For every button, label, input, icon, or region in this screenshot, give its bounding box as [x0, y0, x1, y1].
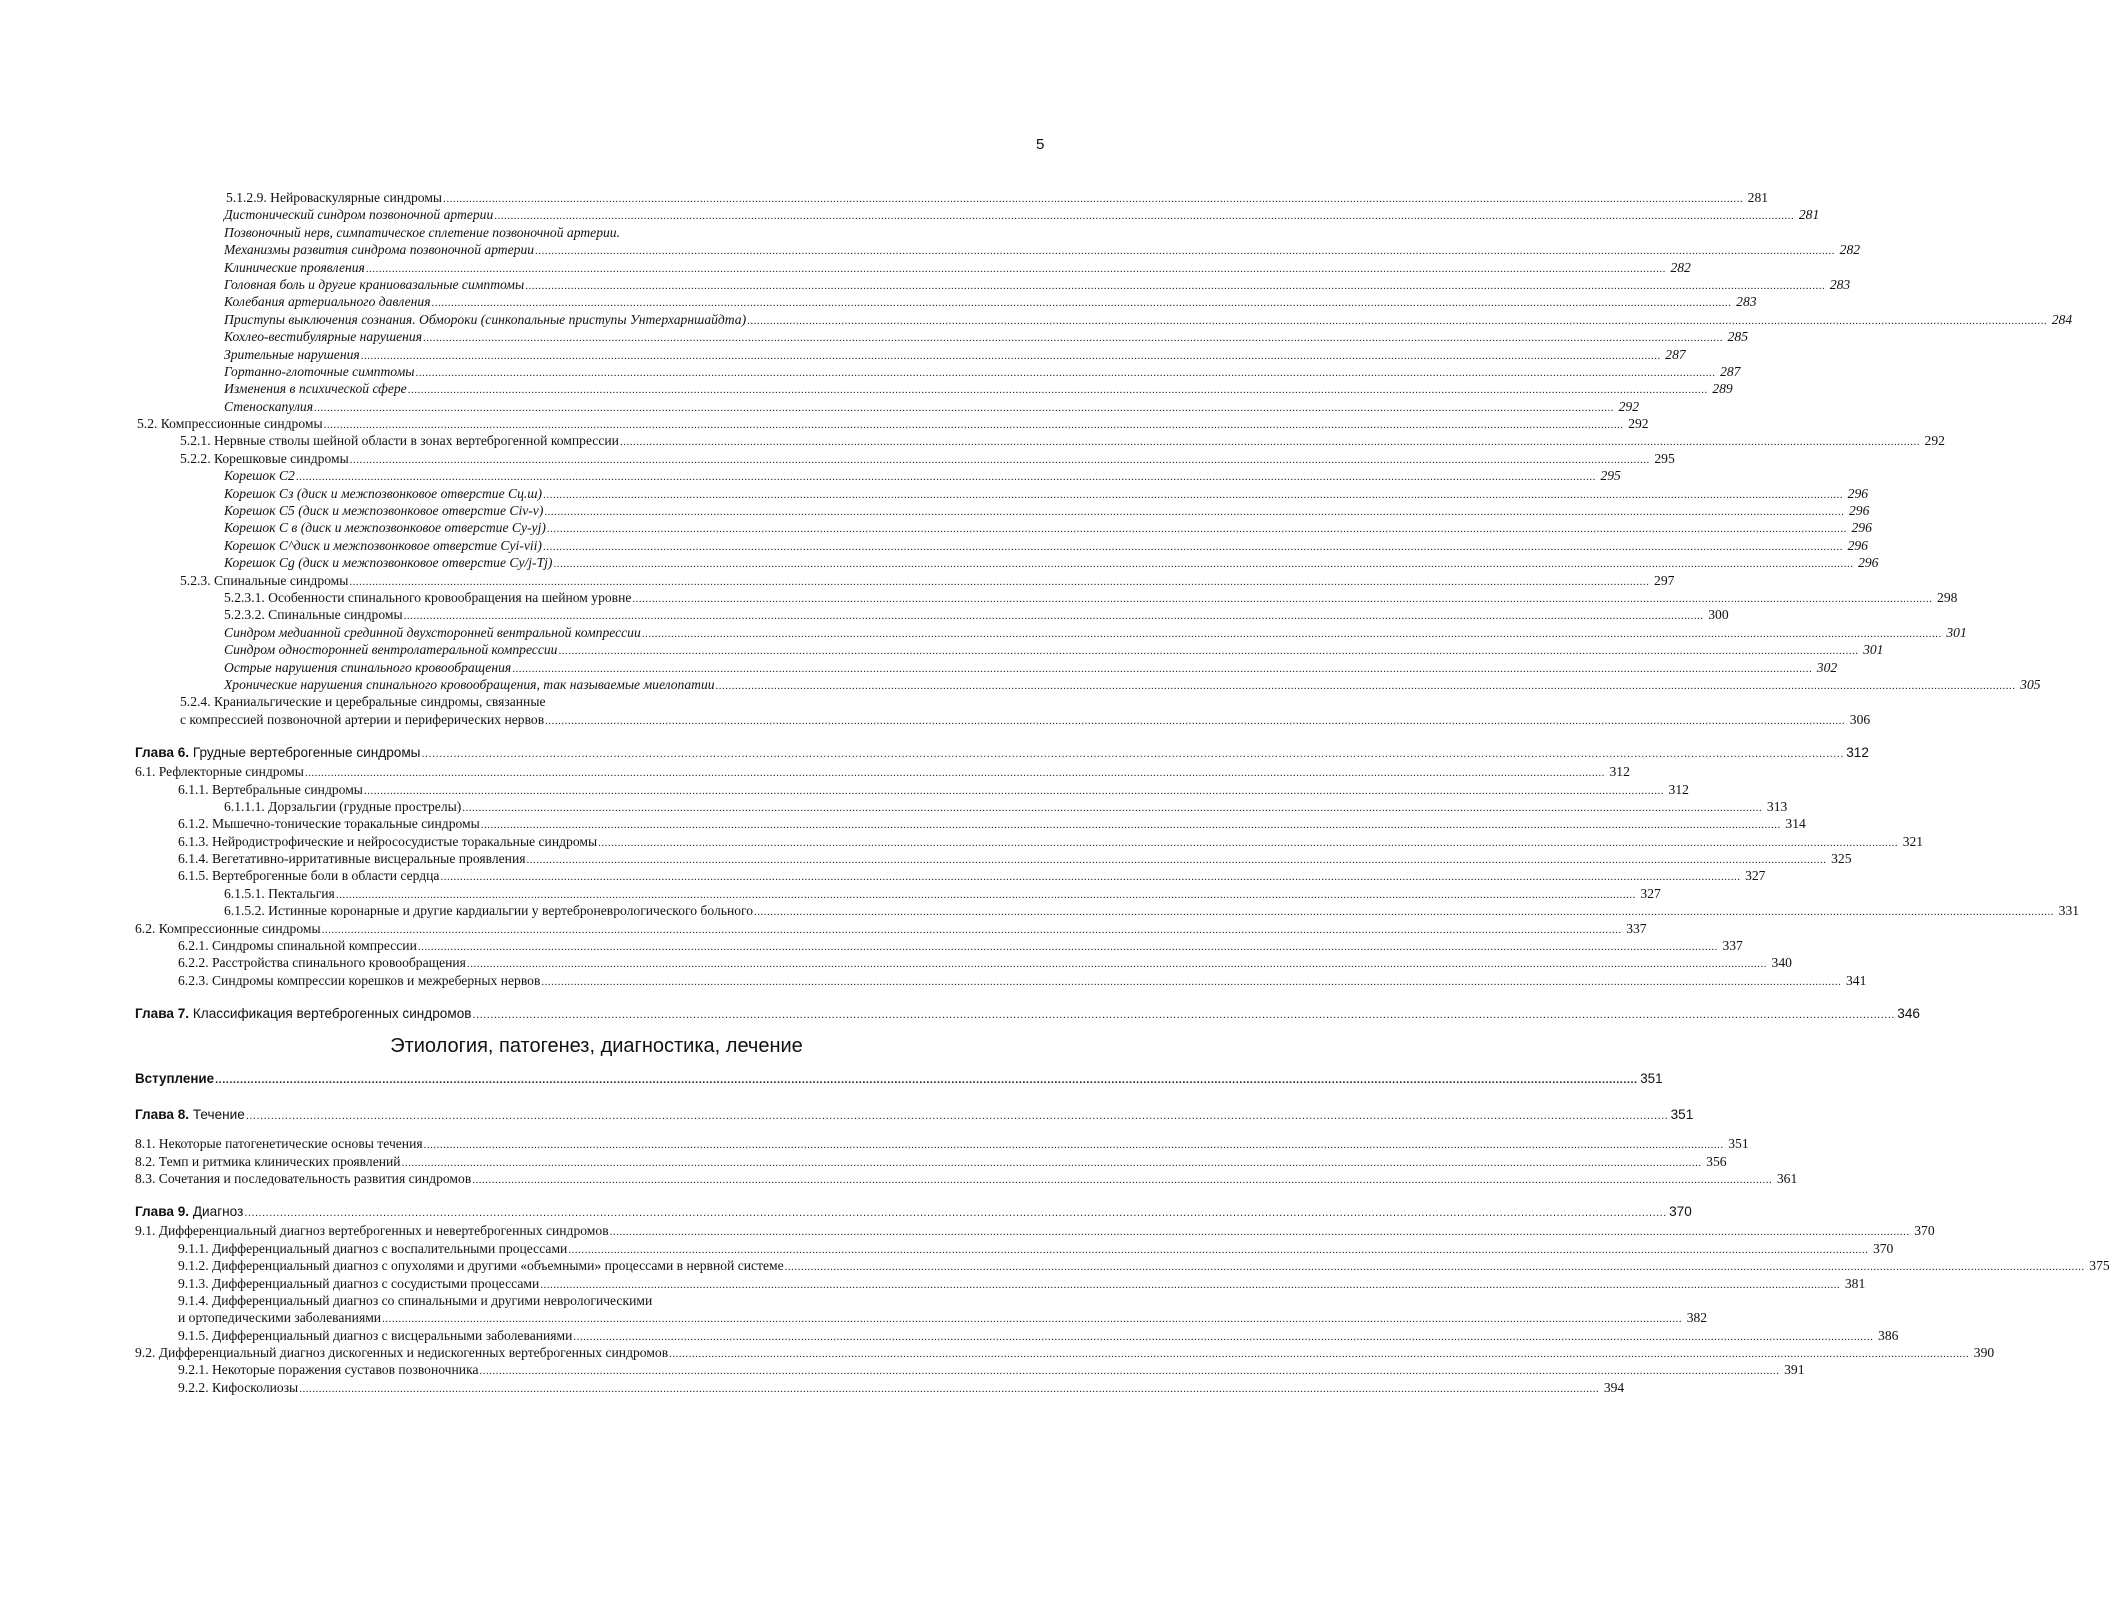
toc-entry	[0, 606, 1729, 623]
toc-chapter-entry	[0, 1003, 1920, 1024]
toc-entry	[0, 1240, 1894, 1257]
toc-page-number: 306	[1849, 711, 1871, 727]
toc-page-number: 289	[1712, 381, 1733, 397]
toc-entry-title	[135, 1003, 472, 1024]
toc-entry	[0, 1257, 2110, 1274]
toc-page-number: 382	[1686, 1310, 1708, 1326]
toc-entry-title	[135, 1104, 245, 1125]
toc-entry-title: 6.1.3. Нейродистрофические и нейрососудистые торакальные синдромы	[178, 833, 598, 849]
toc-entry-title: 6.1.5. Вертеброгенные боли в области сердца	[178, 868, 440, 884]
toc-entry	[0, 276, 1851, 293]
toc-entry	[0, 711, 1871, 728]
toc-entry-title: 6.1. Рефлекторные синдромы	[135, 764, 304, 780]
toc-entry-title: Изменения в психической сфере	[224, 381, 407, 397]
toc-page-number: 296	[1858, 555, 1879, 571]
toc-entry	[0, 572, 1675, 589]
toc-entry	[0, 781, 1689, 798]
dot-leader: ................................................................................................................................................................................................................................................................................................................................................................................................................	[512, 662, 1813, 675]
toc-entry-title: 6.2.3. Синдромы компрессии корешков и межреберных нервов	[178, 972, 541, 988]
toc-entry-title: 6.2.2. Расстройства спинального кровообращения	[178, 955, 466, 971]
dot-leader: ................................................................................................................................................................................................................................................................................................................................................................................................................	[573, 1330, 1874, 1343]
toc-page-number: 301	[1946, 624, 1967, 640]
toc-entry	[0, 1379, 1625, 1396]
dot-leader: ................................................................................................................................................................................................................................................................................................................................................................................................................	[363, 784, 1664, 797]
toc-page-number: 292	[1628, 416, 1649, 432]
toc-page-number: 321	[1902, 833, 1924, 849]
dot-leader: ................................................................................................................................................................................................................................................................................................................................................................................................................	[545, 714, 1846, 727]
spacer	[0, 989, 1133, 1003]
toc-page-number: 296	[1847, 537, 1868, 553]
toc-page-number: 282	[1839, 242, 1861, 258]
dot-leader: ................................................................................................................................................................................................................................................................................................................................................................................................................	[543, 488, 1844, 501]
toc-entry-title: 9.1.1. Дифференциальный диагноз с воспалительными процессами	[178, 1240, 568, 1256]
toc-entry-title: 5.2.3. Спинальные синдромы	[180, 572, 349, 588]
toc-page-number: 351	[1670, 1107, 1694, 1123]
dot-leader: ................................................................................................................................................................................................................................................................................................................................................................................................................	[314, 401, 1615, 414]
toc-entry-title: Вступление	[135, 1071, 215, 1087]
toc-page-number: 370	[1872, 1240, 1894, 1256]
dot-leader: ................................................................................................................................................................................................................................................................................................................................................................................................................	[417, 941, 1718, 954]
toc-entry-title: 9.1.3. Дифференциальный диагноз с сосудистыми процессами	[178, 1275, 540, 1291]
toc-entry-title	[135, 1201, 243, 1222]
toc-entry	[0, 867, 1766, 884]
toc-page-number: 390	[1973, 1345, 1995, 1361]
toc-page-number: 346	[1897, 1006, 1920, 1022]
dot-leader: ................................................................................................................................................................................................................................................................................................................................................................................................................	[472, 1009, 1895, 1022]
dot-leader: ................................................................................................................................................................................................................................................................................................................................................................................................................	[462, 801, 1763, 814]
toc-entry	[0, 972, 1867, 989]
toc-entry	[0, 885, 1661, 902]
dot-leader: ................................................................................................................................................................................................................................................................................................................................................................................................................	[558, 645, 1859, 658]
toc-entry-title: 5.2.2. Корешковые синдромы	[180, 450, 349, 466]
toc-page-number: 327	[1640, 885, 1661, 901]
dot-leader: ................................................................................................................................................................................................................................................................................................................................................................................................................	[526, 854, 1827, 867]
toc-entry	[0, 1068, 1663, 1090]
toc-entry-title: Клинические проявления	[224, 259, 365, 275]
dot-leader: ................................................................................................................................................................................................................................................................................................................................................................................................................	[609, 1226, 1910, 1239]
dot-leader: ................................................................................................................................................................................................................................................................................................................................................................................................................	[295, 471, 1596, 484]
dot-leader: ................................................................................................................................................................................................................................................................................................................................................................................................................	[542, 540, 1843, 553]
toc-entry	[0, 241, 1861, 258]
toc-entry	[0, 189, 1769, 206]
toc-entry-title: Корешок С^диск и межпозвонковое отверстие Cyi-vii)	[224, 537, 542, 553]
dot-leader: ................................................................................................................................................................................................................................................................................................................................................................................................................	[546, 523, 1847, 536]
toc-entry-title: Приступы выключения сознания. Обмороки (синкопальные приступы Унтерхарншайдта)	[224, 311, 747, 327]
toc-entry-title: 6.1.2. Мышечно-тонические торакальные синдромы	[178, 816, 480, 832]
toc-entry-title: Хронические нарушения спинального кровообращения, так называемые миелопатии	[224, 676, 715, 692]
toc-entry	[0, 502, 1870, 519]
toc-entry	[0, 346, 1686, 363]
dot-leader: ................................................................................................................................................................................................................................................................................................................................................................................................................	[365, 262, 1666, 275]
toc-entry	[0, 328, 1749, 345]
toc-entry-title: 9.1. Дифференциальный диагноз вертеброгенных и невертеброгенных синдромов	[135, 1223, 609, 1239]
toc-page-number: 296	[1848, 503, 1870, 519]
dot-leader: ................................................................................................................................................................................................................................................................................................................................................................................................................	[423, 332, 1724, 345]
dot-leader: ................................................................................................................................................................................................................................................................................................................................................................................................................	[472, 1173, 1773, 1186]
dot-leader: ................................................................................................................................................................................................................................................................................................................................................................................................................	[215, 1074, 1638, 1087]
dot-leader: ................................................................................................................................................................................................................................................................................................................................................................................................................	[619, 436, 1920, 449]
dot-leader: ................................................................................................................................................................................................................................................................................................................................................................................................................	[299, 1382, 1600, 1395]
toc-page-number: 302	[1816, 659, 1838, 675]
dot-leader: ................................................................................................................................................................................................................................................................................................................................................................................................................	[415, 366, 1716, 379]
toc-entry	[0, 1309, 1708, 1326]
toc-entry	[0, 485, 1869, 502]
toc-entry-title: 6.2.1. Синдромы спинальной компрессии	[178, 938, 417, 954]
toc-entry-title: Корешок Сз (диск и межпозвонковое отверстие Сц.ш)	[224, 485, 543, 501]
toc-chapter-entry	[0, 1201, 1692, 1222]
dot-leader: ................................................................................................................................................................................................................................................................................................................................................................................................................	[403, 610, 1704, 623]
toc-page-number: 296	[1847, 485, 1869, 501]
toc-page-number: 370	[1669, 1204, 1692, 1220]
toc-entry-title: Корешок С в (диск и межпозвонковое отверстие Cy-yj)	[224, 520, 546, 536]
toc-page-number: 312	[1846, 745, 1869, 761]
dot-leader: ................................................................................................................................................................................................................................................................................................................................................................................................................	[440, 871, 1741, 884]
toc-page-number: 312	[1668, 781, 1689, 797]
toc-page-number: 283	[1736, 294, 1757, 310]
chapter-label: Глава 7.	[135, 1006, 190, 1022]
dot-leader: ................................................................................................................................................................................................................................................................................................................................................................................................................	[360, 349, 1661, 362]
toc-page-number: 301	[1863, 642, 1884, 658]
chapter-title: Течение	[189, 1107, 245, 1123]
dot-leader: ................................................................................................................................................................................................................................................................................................................................................................................................................	[466, 958, 1767, 971]
dot-leader: ................................................................................................................................................................................................................................................................................................................................................................................................................	[494, 210, 1795, 223]
toc-entry-title: 9.2. Дифференциальный диагноз дискогенных и недискогенных вертеброгенных синдромов	[135, 1345, 669, 1361]
toc-entry	[0, 798, 1788, 815]
toc-entry	[0, 1275, 1866, 1292]
toc-entry	[0, 1153, 1727, 1170]
toc-page-number: 313	[1766, 798, 1788, 814]
toc-entry-title: Стеноскапулия	[224, 398, 314, 414]
toc-entry	[0, 589, 1958, 606]
toc-entry	[0, 815, 1806, 832]
toc-entry	[0, 293, 1757, 310]
toc-entry-title: 8.1. Некоторые патогенетические основы течения	[135, 1136, 423, 1152]
dot-leader: ................................................................................................................................................................................................................................................................................................................................................................................................................	[335, 888, 1636, 901]
toc-page-number: 327	[1745, 868, 1766, 884]
toc-entry	[0, 676, 2041, 693]
toc-entry-title: Синдром односторонней вентролатеральной компрессии	[224, 642, 558, 658]
dot-leader: ................................................................................................................................................................................................................................................................................................................................................................................................................	[244, 1207, 1667, 1220]
toc-entry-title: 9.2.2. Кифосколиозы	[178, 1379, 299, 1395]
toc-entry	[0, 937, 1743, 954]
toc-page-number: 312	[1609, 764, 1630, 780]
toc-entry-title: 5.2.1. Нервные стволы шейной области в зонах вертеброгенной компрессии	[180, 433, 619, 449]
section-heading: Этиология, патогенез, диагностика, лечение	[390, 1035, 803, 1058]
toc-entry-title: 5.2.4. Краниальгические и церебральные синдромы, связанные	[180, 694, 546, 710]
toc-entry	[0, 311, 2073, 328]
dot-leader: ................................................................................................................................................................................................................................................................................................................................................................................................................	[669, 1348, 1970, 1361]
toc-page-number: 386	[1878, 1327, 1899, 1343]
toc-page-number: 375	[2089, 1258, 2110, 1274]
dot-leader: ................................................................................................................................................................................................................................................................................................................................................................................................................	[431, 297, 1732, 310]
toc-entry	[0, 363, 1741, 380]
toc-entry	[0, 693, 1046, 710]
toc-entry-title: 5.2. Компрессионные синдромы	[137, 416, 323, 432]
toc-entry-title: Зрительные нарушения	[224, 346, 360, 362]
dot-leader: ................................................................................................................................................................................................................................................................................................................................................................................................................	[541, 975, 1842, 988]
toc-entry	[0, 259, 1691, 276]
toc-entry-title: Колебания артериального давления	[224, 294, 431, 310]
toc-entry-title: Корешок Cg (диск и межпозвонковое отверстие Cy/j-Tj)	[224, 555, 553, 571]
toc-entry	[0, 1222, 1935, 1239]
dot-leader: ................................................................................................................................................................................................................................................................................................................................................................................................................	[754, 906, 2055, 919]
dot-leader: ................................................................................................................................................................................................................................................................................................................................................................................................................	[382, 1313, 1683, 1326]
dot-leader: ................................................................................................................................................................................................................................................................................................................................................................................................................	[479, 1365, 1780, 1378]
dot-leader: ................................................................................................................................................................................................................................................................................................................................................................................................................	[423, 1139, 1724, 1152]
toc-entry-title: Гортанно-глоточные симптомы	[224, 363, 415, 379]
toc-page-number: 337	[1626, 920, 1647, 936]
dot-leader: ................................................................................................................................................................................................................................................................................................................................................................................................................	[401, 1156, 1702, 1169]
toc-entry	[0, 415, 1649, 432]
toc-entry	[0, 902, 2080, 919]
spacer	[0, 1187, 1133, 1201]
toc-entry-title: Головная боль и другие краниовазальные симптомы	[224, 276, 525, 292]
toc-entry	[0, 833, 1924, 850]
toc-entry	[0, 624, 1967, 641]
dot-leader: ................................................................................................................................................................................................................................................................................................................................................................................................................	[715, 679, 2016, 692]
toc-page-number: 282	[1670, 259, 1691, 275]
toc-page-number: 295	[1654, 450, 1675, 466]
chapter-title: Диагноз	[189, 1204, 244, 1220]
dot-leader: ................................................................................................................................................................................................................................................................................................................................................................................................................	[540, 1278, 1841, 1291]
page-number: 5	[1036, 136, 1045, 153]
dot-leader: ................................................................................................................................................................................................................................................................................................................................................................................................................	[480, 819, 1781, 832]
toc-entry	[0, 1344, 1995, 1361]
dot-leader: ................................................................................................................................................................................................................................................................................................................................................................................................................	[321, 923, 1622, 936]
toc-chapter-entry	[0, 1104, 1694, 1125]
dot-leader: ................................................................................................................................................................................................................................................................................................................................................................................................................	[245, 1110, 1669, 1123]
toc-entry-title: и ортопедическими заболеваниями	[178, 1310, 382, 1326]
toc-page-number: 296	[1851, 520, 1872, 536]
toc-entry	[0, 659, 1838, 676]
toc-entry	[0, 641, 1884, 658]
toc-entry-title: 9.2.1. Некоторые поражения суставов позвоночника	[178, 1362, 479, 1378]
toc-entry-title: 5.2.3.1. Особенности спинального кровообращения на шейном уровне	[224, 589, 632, 605]
toc-page-number: 297	[1654, 572, 1675, 588]
toc-page-number: 281	[1798, 207, 1820, 223]
toc-entry-title: с компрессией позвоночной артерии и периферических нервов	[180, 711, 545, 727]
toc-page-number: 292	[1924, 433, 1945, 449]
toc-entry-title: 9.1.5. Дифференциальный диагноз с висцеральными заболеваниями	[178, 1327, 573, 1343]
toc-page-number: 361	[1776, 1170, 1798, 1186]
toc-entry-title: 9.1.4. Дифференциальный диагноз со спинальными и другими неврологическими	[178, 1292, 653, 1308]
dot-leader: ................................................................................................................................................................................................................................................................................................................................................................................................................	[641, 627, 1942, 640]
toc-page-number: 287	[1665, 346, 1686, 362]
toc-page-number: 381	[1844, 1275, 1866, 1291]
toc-entry	[0, 850, 1852, 867]
dot-leader: ................................................................................................................................................................................................................................................................................................................................................................................................................	[323, 419, 1624, 432]
toc-entry	[0, 450, 1675, 467]
toc-entry	[0, 432, 1945, 449]
toc-entry-title: 6.1.4. Вегетативно-ирритативные висцеральные проявления	[178, 851, 526, 867]
dot-leader: ................................................................................................................................................................................................................................................................................................................................................................................................................	[421, 748, 1844, 761]
dot-leader: ................................................................................................................................................................................................................................................................................................................................................................................................................	[544, 506, 1845, 519]
toc-entry-title: 6.1.1.1. Дорзальгии (грудные прострелы)	[224, 798, 462, 814]
toc-entry-title: Острые нарушения спинального кровообращения	[224, 659, 512, 675]
dot-leader: ................................................................................................................................................................................................................................................................................................................................................................................................................	[304, 767, 1605, 780]
toc-entry-title: 8.2. Темп и ритмика клинических проявлений	[135, 1153, 401, 1169]
dot-leader: ................................................................................................................................................................................................................................................................................................................................................................................................................	[443, 193, 1744, 205]
toc-page-number: 391	[1784, 1362, 1805, 1378]
dot-leader: ................................................................................................................................................................................................................................................................................................................................................................................................................	[632, 592, 1933, 605]
toc-entry-title: Корешок С2	[224, 468, 295, 484]
dot-leader: ................................................................................................................................................................................................................................................................................................................................................................................................................	[568, 1243, 1869, 1256]
toc-entry	[0, 380, 1733, 397]
toc-entry-title: 5.2.3.2. Спинальные синдромы	[224, 607, 403, 623]
toc-page-number: 314	[1785, 816, 1806, 832]
toc-entry	[0, 1327, 1899, 1344]
toc-page-number: 370	[1914, 1223, 1935, 1239]
toc-entry	[0, 1135, 1749, 1152]
dot-leader: ................................................................................................................................................................................................................................................................................................................................................................................................................	[553, 558, 1854, 571]
dot-leader: ................................................................................................................................................................................................................................................................................................................................................................................................................	[784, 1261, 2085, 1274]
dot-leader: ................................................................................................................................................................................................................................................................................................................................................................................................................	[407, 384, 1708, 397]
toc-entry-title: 6.1.5.2. Истинные коронарные и другие кардиальгии у вертеброневрологического больного	[224, 903, 754, 919]
toc-entry-title: Корешок С5 (диск и межпозвонковое отверстие Civ-v)	[224, 503, 544, 519]
toc-entry-title: 8.3. Сочетания и последовательность развития синдромов	[135, 1170, 472, 1186]
toc-entry-title: Позвоночный нерв, симпатическое сплетение позвоночной артерии.	[224, 224, 620, 240]
toc-entry	[0, 954, 1792, 971]
toc-chapter-entry	[0, 742, 1869, 763]
toc-page-number: 340	[1771, 955, 1792, 971]
toc-page-number: 300	[1708, 607, 1729, 623]
toc-entry	[0, 763, 1630, 780]
toc-entry	[0, 398, 1640, 415]
toc-page-number: 351	[1728, 1136, 1749, 1152]
toc-entry	[0, 1292, 1046, 1309]
toc-page-number: 331	[2058, 903, 2080, 919]
dot-leader: ................................................................................................................................................................................................................................................................................................................................................................................................................	[598, 836, 1899, 849]
toc-entry-title: 6.1.5.1. Пектальгия	[224, 885, 335, 901]
chapter-label: Глава 6.	[135, 745, 190, 761]
dot-leader: ................................................................................................................................................................................................................................................................................................................................................................................................................	[535, 245, 1836, 258]
chapter-label: Глава 9.	[135, 1204, 190, 1220]
toc-page-number: 281	[1747, 190, 1769, 205]
toc-entry	[0, 206, 1820, 223]
toc-page-number: 283	[1829, 276, 1851, 292]
toc-entry-title: 9.1.2. Дифференциальный диагноз с опухолями и другими «объемными» процессами в нервной системе	[178, 1258, 784, 1274]
spacer	[0, 728, 1133, 742]
toc-entry	[0, 920, 1647, 937]
toc-page-number: 325	[1831, 851, 1852, 867]
toc-page-number: 337	[1722, 938, 1743, 954]
toc-entry-title: 6.2. Компрессионные синдромы	[135, 920, 321, 936]
toc-entry-title: Кохлео-вестибулярные нарушения	[224, 329, 423, 345]
toc-page-number: 341	[1846, 972, 1867, 988]
chapter-title: Грудные вертеброгенные синдромы	[189, 745, 421, 761]
dot-leader: ................................................................................................................................................................................................................................................................................................................................................................................................................	[747, 314, 2048, 327]
dot-leader: ................................................................................................................................................................................................................................................................................................................................................................................................................	[525, 279, 1826, 292]
toc-entry	[0, 1170, 1798, 1187]
toc-page-number: 394	[1603, 1379, 1625, 1395]
dot-leader: ................................................................................................................................................................................................................................................................................................................................................................................................................	[349, 575, 1650, 588]
toc-page-number: 292	[1618, 398, 1640, 414]
toc-entry-title	[135, 742, 420, 763]
toc-page-number: 287	[1720, 363, 1741, 379]
table-of-contents	[0, 189, 2110, 1396]
toc-entry	[0, 467, 1621, 484]
chapter-label: Глава 8.	[135, 1107, 190, 1123]
toc-entry	[0, 519, 1872, 536]
spacer	[0, 1090, 1133, 1104]
toc-page-number: 351	[1640, 1071, 1663, 1087]
toc-entry	[0, 224, 1046, 241]
toc-entry-title: Дистонический синдром позвоночной артерии	[224, 207, 494, 223]
toc-page-number: 284	[2051, 311, 2073, 327]
toc-entry	[0, 1361, 1805, 1378]
toc-page-number: 305	[2020, 676, 2041, 692]
toc-entry-title: 5.1.2.9. Нейроваскулярные синдромы	[226, 190, 443, 205]
dot-leader: ................................................................................................................................................................................................................................................................................................................................................................................................................	[349, 453, 1650, 466]
toc-entry	[0, 554, 1879, 571]
toc-entry-title: Механизмы развития синдрома позвоночной артерии	[224, 242, 535, 258]
chapter-title: Классификация вертеброгенных синдромов	[189, 1006, 472, 1022]
toc-page-number: 295	[1600, 468, 1621, 484]
toc-entry-title: 6.1.1. Вертебральные синдромы	[178, 781, 363, 797]
toc-page-number: 356	[1706, 1153, 1727, 1169]
toc-page-number: 298	[1937, 589, 1958, 605]
toc-page-number: 285	[1727, 329, 1749, 345]
toc-entry-title: Синдром медианной срединной двухсторонней вентральной компрессии	[224, 624, 641, 640]
toc-entry	[0, 537, 1868, 554]
